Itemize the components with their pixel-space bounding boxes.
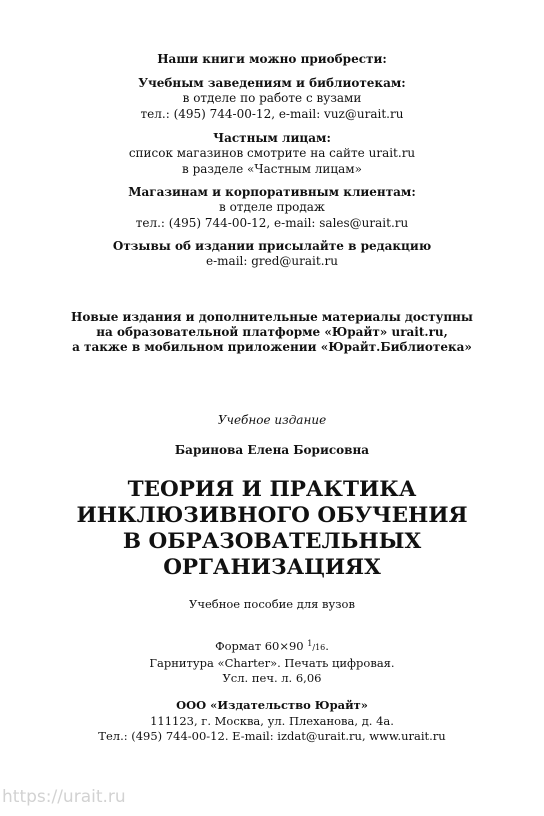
institutions-title: Учебным заведениям и библиотекам: [138,76,406,90]
font-line: Гарнитура «Charter». Печать цифровая. [149,655,395,670]
purchase-info [0,52,544,67]
watermark-url: https://urait.ru [2,787,126,807]
subtitle-block [0,597,544,613]
institutions-section [0,76,544,122]
format-numerator: 1 [307,639,313,648]
platform-line1: Новые издания и дополнительные материалы доступны [71,310,473,324]
platform-line2: на образовательной платформе «Юрайт» urait.ru, [96,325,448,339]
publisher-contacts: Тел.: (495) 744-00-12. E-mail: izdat@urait.ru, www.urait.ru [98,729,446,743]
purchase-heading: Наши книги можно приобрести: [157,52,387,66]
format-fraction [307,639,326,652]
corporate-title: Магазинам и корпоративным клиентам: [128,185,416,199]
author-name: Баринова Елена Борисовна [174,443,370,457]
title-line-1: ТЕОРИЯ И ПРАКТИКА [127,477,417,502]
edition-type-block [0,413,544,429]
individuals-title: Частным лицам: [213,131,331,145]
title-line-4: ОРГАНИЗАЦИЯХ [163,555,381,580]
format-slash: / [312,643,316,652]
individuals-line2: в разделе «Частным лицам» [182,161,362,176]
platform-notice [0,310,544,355]
print-specs [0,636,544,687]
publisher-block [0,698,544,745]
publisher-address: 111123, г. Москва, ул. Плеханова, д. 4а. [150,713,394,728]
platform-line3: а также в мобильном приложении «Юрайт.Библиотека» [72,340,472,354]
individuals-section [0,131,544,177]
corporate-line2: тел.: (495) 744-00-12, e-mail: sales@urait.ru [135,215,409,230]
title-line-3: В ОБРАЗОВАТЕЛЬНЫХ [122,529,422,554]
format-denominator: 16 [315,643,326,652]
sheets-line: Усл. печ. л. 6,06 [222,671,322,685]
title-line-2: ИНКЛЮЗИВНОГО ОБУЧЕНИЯ [76,503,468,528]
feedback-email: e-mail: gred@urait.ru [206,254,338,268]
book-title [0,477,544,581]
format-suffix: . [325,639,329,653]
edition-type: Учебное издание [217,413,327,427]
feedback-title: Отзывы об издании присылайте в редакцию [112,239,432,253]
author-block [0,443,544,459]
individuals-line1: список магазинов смотрите на сайте urait.ru [128,146,416,160]
publisher-name: ООО «Издательство Юрайт» [176,698,368,712]
institutions-line2: тел.: (495) 744-00-12, e-mail: vuz@urait.ru [140,106,404,121]
subtitle: Учебное пособие для вузов [189,597,355,611]
format-line [0,636,544,656]
feedback-section [0,239,544,270]
corporate-section [0,185,544,231]
format-prefix: Формат 60×90 [215,639,308,653]
institutions-line1: в отделе по работе с вузами [182,91,362,105]
corporate-line1: в отделе продаж [219,200,325,214]
